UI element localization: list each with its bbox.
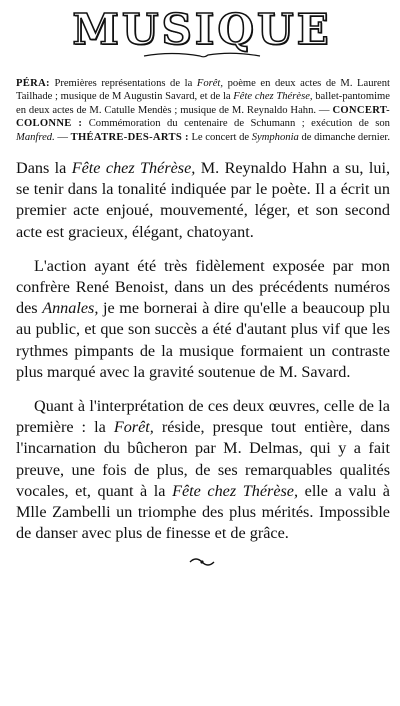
summary-text: — — [54, 131, 71, 143]
summary-text: de dimanche dernier. — [298, 131, 390, 143]
section-title: MUSIQUE — [72, 5, 332, 54]
text-run: Quant à l'interprétation de ces deux œuvres, celle de la première : la — [16, 397, 390, 437]
paragraph-3 — [16, 396, 390, 544]
text-run: elle a valu à Mlle Zambelli un triomphe des plus mérités. Impossible de danser avec plus de finesse et de grâce. — [16, 481, 390, 543]
summary-venue-pera: PÉRA: — [16, 78, 50, 89]
end-flourish-icon — [187, 555, 217, 569]
flourish-icon — [142, 50, 262, 60]
summary-text: Premières représentations de la — [49, 78, 197, 89]
paragraph-2 — [16, 256, 390, 383]
summary-venue-arts: THÉATRE-DES-ARTS : — [70, 131, 189, 143]
text-run: réside, presque tout entière, dans l'incarnation du bûcheron par M. Delmas, qui y a fait preuve, une fois de plus, de ses remarquables qualités vocales, et, quant à la — [16, 418, 390, 500]
summary-title-fete: Fête chez Thérèse, — [233, 91, 313, 103]
work-title: Fête chez Thérèse, — [172, 481, 299, 500]
summary-text: Le concert de — [188, 131, 252, 143]
summary-title-manfred: Manfred. — [16, 131, 55, 143]
title-flourish-ornament — [12, 50, 392, 63]
work-title: Fête chez Thérèse, — [71, 159, 196, 178]
text-run: M. Reynaldo Hahn a su, lui, se tenir dans la tonalité indiquée par le poète. Il a écrit un premier acte enjoué, mouvementé, léger, et son second acte est gracieux, élégant, chatoyant. — [16, 159, 390, 241]
summary-block — [16, 77, 390, 144]
summary-venue-colonne: CONCERT-COLONNE : — [16, 104, 390, 130]
work-title: Forêt, — [113, 418, 154, 437]
work-title: Annales, — [42, 299, 99, 318]
summary-title-symphonia: Symphonia — [251, 131, 299, 143]
summary-text: ballet-pantomime en deux actes de M. Catulle Mendès ; musique de M. Reynaldo Hahn. — — [16, 91, 390, 116]
article-body — [16, 158, 390, 544]
page — [12, 0, 392, 706]
paragraph-1 — [16, 158, 390, 243]
summary-text: Commémoration du centenaire de Schumann ; exécution de son — [82, 118, 390, 130]
summary-title-foret: Forêt, — [196, 78, 224, 89]
text-run: Dans la — [16, 159, 72, 178]
end-ornament — [12, 553, 392, 574]
text-run: je me bornerai à dire qu'elle a beaucoup plu au public, et que son succès a été d'autant plus vif que les rythmes pimpants de la musique formaient un contraste plus marqué avec la gravité soutenue de M. Savard. — [16, 299, 391, 381]
text-run: L'action ayant été très fidèlement exposée par mon confrère René Benoist, dans un des précédents numéros des — [16, 256, 390, 318]
summary-text: poème en deux actes de M. Laurent Tailhade ; musique de M Augustin Savard, et de la — [16, 78, 390, 103]
